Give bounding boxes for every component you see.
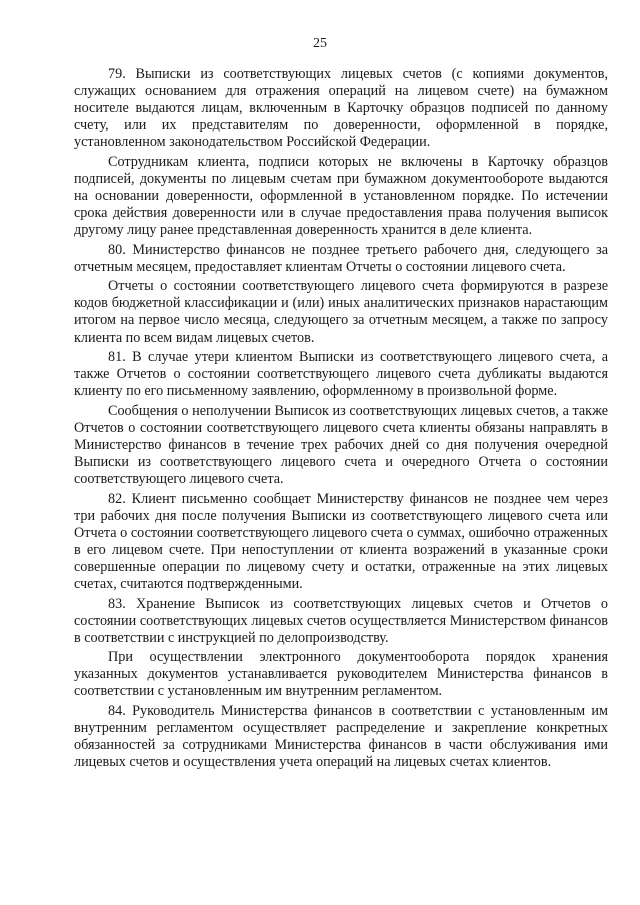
page-number: 25	[313, 36, 327, 51]
paragraph-81: 81. В случае утери клиентом Выписки из соответствующего лицевого счета, а также Отчетов о состоянии соответствующего лицевого счета дубликаты выдаются клиенту по его письменному заявлению, оформленному в произвольной форме.	[74, 349, 608, 400]
paragraph-79-employees: Сотрудникам клиента, подписи которых не включены в Карточку образцов подписей, документы по лицевым счетам при бумажном документообороте выдаются на основании доверенности, оформленной в установленном порядке. По истечении срока действия доверенности или в случае предоставления права получения выписок другому лицу ранее представленная доверенность хранится в деле клиента.	[74, 153, 608, 239]
paragraph-83-electronic: При осуществлении электронного документооборота порядок хранения указанных документов устанавливается руководителем Министерства финансов в соответствии с установленным им внутренним регламентом.	[74, 649, 608, 700]
paragraph-80: 80. Министерство финансов не позднее третьего рабочего дня, следующего за отчетным месяцем, предоставляет клиентам Отчеты о состоянии лицевого счета.	[74, 241, 608, 275]
paragraph-83: 83. Хранение Выписок из соответствующих лицевых счетов и Отчетов о состоянии соответствующих лицевых счетов осуществляется Министерством финансов в соответствии с инструкцией по делопроизводству.	[74, 595, 608, 646]
paragraph-84: 84. Руководитель Министерства финансов в соответствии с установленным им внутренним регламентом осуществляет распределение и закрепление конкретных обязанностей за сотрудниками Министерства финансов в части обслуживания ими лицевых счетов и осуществления учета операций на лицевых счетах клиентов.	[74, 702, 608, 771]
paragraph-81-notices: Сообщения о неполучении Выписок из соответствующих лицевых счетов, а также Отчетов о состоянии соответствующего лицевого счета клиенты обязаны направлять в Министерство финансов в течение трех рабочих дней со дня получения очередной Выписки из соответствующего лицевого счета и очередного Отчета о состоянии соответствующего лицевого счета.	[74, 402, 608, 488]
paragraph-82: 82. Клиент письменно сообщает Министерству финансов не позднее чем через три рабочих дня после получения Выписки из соответствующего лицевого счета или Отчета о состоянии соответствующего лицевого счета о суммах, ошибочно отраженных в его лицевом счете. При непоступлении от клиента возражений в указанные сроки совершенные операции по лицевому счету и остатки, отраженные на этих лицевых счетах, считаются подтвержденными.	[74, 490, 608, 593]
paragraph-79: 79. Выписки из соответствующих лицевых счетов (с копиями документов, служащих основанием для отражения операций на лицевом счете) на бумажном носителе выдаются лицам, включенным в Карточку образцов подписей по данному счету, или их представителям по доверенности, оформленной в порядке, установленном законодательством Российской Федерации.	[74, 66, 608, 151]
document-body	[74, 66, 608, 774]
paragraph-80-reports: Отчеты о состоянии соответствующего лицевого счета формируются в разрезе кодов бюджетной классификации и (или) иных аналитических признаков нарастающим итогом на первое число месяца, следующего за отчетным месяцем, а также по запросу клиента по всем видам лицевых счетов.	[74, 278, 608, 346]
